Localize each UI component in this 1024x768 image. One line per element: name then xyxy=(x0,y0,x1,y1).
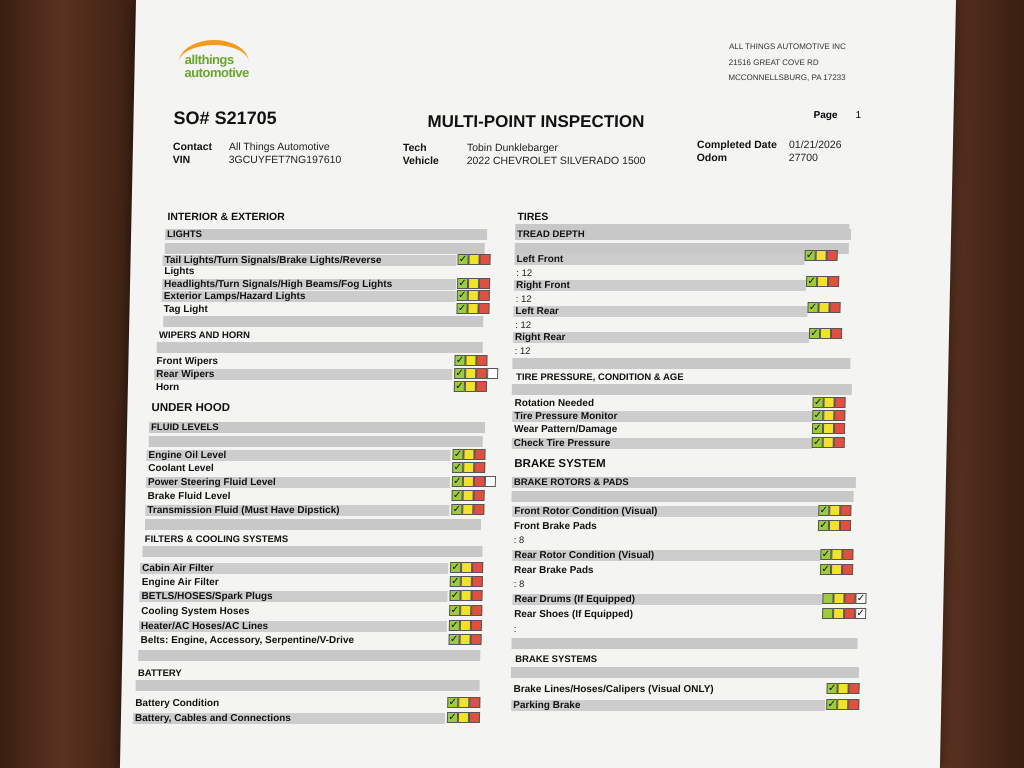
subsection-tread-depth: TREAD DEPTH xyxy=(515,229,851,240)
item-front-brake-pads: Front Brake Pads xyxy=(513,521,597,532)
logo-line1: allthings xyxy=(184,52,234,67)
divider xyxy=(511,667,859,678)
item-tire-pressure-monitor: Tire Pressure Monitor xyxy=(512,411,812,422)
logo-line2: automotive xyxy=(184,65,249,80)
status-tail-lights: ✓ xyxy=(457,254,490,265)
divider xyxy=(138,650,480,661)
completed-date-value: 01/21/2026 xyxy=(788,139,842,151)
item-left-front: Left Front xyxy=(514,254,804,265)
divider xyxy=(165,243,485,254)
subsection-tire-pressure: TIRE PRESSURE, CONDITION & AGE xyxy=(515,372,684,383)
status-battery-condition: ✓ xyxy=(447,697,480,708)
value-front-brake-pads: : 8 xyxy=(513,535,525,546)
status-transmission-fluid: ✓ xyxy=(451,504,484,515)
status-horn: ✓ xyxy=(454,381,487,392)
status-cooling-hoses: ✓ xyxy=(449,605,482,616)
divider xyxy=(136,680,480,691)
divider xyxy=(511,491,853,502)
vehicle-value: 2022 CHEVROLET SILVERADO 1500 xyxy=(466,155,646,167)
status-left-rear: ✓ xyxy=(807,302,840,313)
divider xyxy=(157,342,483,353)
value-right-rear: : 12 xyxy=(514,346,531,357)
subsection-wipers-horn: WIPERS AND HORN xyxy=(158,330,251,341)
item-power-steering: Power Steering Fluid Level xyxy=(146,477,450,488)
item-rear-shoes: Rear Shoes (If Equipped) xyxy=(514,609,634,620)
item-tag-light: Tag Light xyxy=(163,304,208,315)
status-cabin-air-filter: ✓ xyxy=(450,562,483,573)
value-rear-shoes: : xyxy=(513,624,517,635)
item-belts-engine: Belts: Engine, Accessory, Serpentine/V-Drive xyxy=(140,635,355,646)
vin-label: VIN xyxy=(172,154,191,166)
item-front-rotor: Front Rotor Condition (Visual) xyxy=(512,506,818,517)
page-number: 1 xyxy=(855,110,862,121)
status-belts-engine: ✓ xyxy=(448,634,481,645)
value-left-front: : 12 xyxy=(516,268,533,279)
value-right-front: : 12 xyxy=(515,294,532,305)
status-belts-hoses-plugs: ✓ xyxy=(449,590,482,601)
item-battery-condition: Battery Condition xyxy=(135,698,220,709)
vehicle-label: Vehicle xyxy=(402,155,439,167)
item-right-rear: Right Rear xyxy=(513,332,809,343)
subsection-filters-cooling: FILTERS & COOLING SYSTEMS xyxy=(144,534,289,545)
item-parking-brake: Parking Brake xyxy=(511,700,825,711)
status-right-front: ✓ xyxy=(806,276,839,287)
subsection-lights: LIGHTS xyxy=(165,229,487,240)
status-engine-air-filter: ✓ xyxy=(450,576,483,587)
section-interior-exterior: INTERIOR & EXTERIOR xyxy=(167,211,285,223)
section-brake-system: BRAKE SYSTEM xyxy=(514,458,606,470)
section-battery: BATTERY xyxy=(137,668,182,679)
item-front-wipers: Front Wipers xyxy=(156,356,219,367)
vin-value: 3GCUYFET7NG197610 xyxy=(228,154,342,166)
so-number: SO# S21705 xyxy=(173,108,277,128)
divider xyxy=(515,243,849,254)
status-headlights: ✓ xyxy=(457,278,490,289)
status-brake-fluid: ✓ xyxy=(452,490,485,501)
page-title: MULTI-POINT INSPECTION xyxy=(427,112,645,131)
status-parking-brake: ✓ xyxy=(826,699,859,710)
subsection-brake-rotors-pads: BRAKE ROTORS & PADS xyxy=(512,477,856,488)
page-label: Page xyxy=(813,110,838,121)
status-front-rotor: ✓ xyxy=(818,505,851,516)
status-right-rear: ✓ xyxy=(809,328,842,339)
status-rotation-needed: ✓ xyxy=(812,397,845,408)
item-rear-drums: Rear Drums (If Equipped) xyxy=(512,594,822,605)
divider xyxy=(142,546,482,557)
completed-date-label: Completed Date xyxy=(696,139,778,151)
subsection-fluid-levels: FLUID LEVELS xyxy=(149,422,485,433)
divider xyxy=(512,358,850,369)
odom-label: Odom xyxy=(696,152,728,164)
status-rear-drums: ✓ xyxy=(822,593,866,604)
item-wear-pattern: Wear Pattern/Damage xyxy=(513,424,618,435)
item-right-front: Right Front xyxy=(514,280,806,291)
divider xyxy=(163,316,483,327)
item-left-rear: Left Rear xyxy=(513,306,807,317)
item-exterior-lamps: Exterior Lamps/Hazard Lights xyxy=(162,291,456,302)
divider xyxy=(512,384,852,395)
item-rear-wipers: Rear Wipers xyxy=(154,369,452,380)
status-rear-brake-pads: ✓ xyxy=(820,564,853,575)
shop-name: ALL THINGS AUTOMOTIVE INC xyxy=(728,42,846,51)
item-rear-rotor: Rear Rotor Condition (Visual) xyxy=(512,550,820,561)
status-engine-oil: ✓ xyxy=(452,449,485,460)
item-tail-lights-cont: Lights xyxy=(164,266,195,277)
status-coolant: ✓ xyxy=(452,462,485,473)
divider xyxy=(149,436,483,447)
status-rear-shoes: ✓ xyxy=(822,608,866,619)
section-tires: TIRES xyxy=(517,211,549,223)
item-engine-oil: Engine Oil Level xyxy=(146,450,450,461)
value-rear-brake-pads: : 8 xyxy=(513,579,525,590)
item-check-tire-pressure: Check Tire Pressure xyxy=(512,438,812,449)
item-cabin-air-filter: Cabin Air Filter xyxy=(140,563,448,574)
status-front-brake-pads: ✓ xyxy=(818,520,851,531)
divider xyxy=(511,638,857,649)
tech-value: Tobin Dunklebarger xyxy=(466,142,559,154)
divider xyxy=(145,519,481,530)
item-transmission-fluid: Transmission Fluid (Must Have Dipstick) xyxy=(145,505,449,516)
item-battery-cables: Battery, Cables and Connections xyxy=(133,713,445,724)
item-heater-ac-hoses: Heater/AC Hoses/AC Lines xyxy=(139,621,447,632)
item-belts-hoses-plugs: BETLS/HOSES/Spark Plugs xyxy=(139,591,447,602)
item-tail-lights: Tail Lights/Turn Signals/Brake Lights/Reverse xyxy=(162,255,456,266)
status-front-wipers: ✓ xyxy=(454,355,487,366)
status-wear-pattern: ✓ xyxy=(812,423,845,434)
odom-value: 27700 xyxy=(788,152,819,164)
item-rotation-needed: Rotation Needed xyxy=(514,398,595,409)
item-cooling-hoses: Cooling System Hoses xyxy=(141,606,250,617)
item-brake-fluid: Brake Fluid Level xyxy=(147,491,231,502)
status-rear-wipers: ✓ xyxy=(454,368,498,379)
contact-label: Contact xyxy=(172,141,213,153)
status-tag-light: ✓ xyxy=(456,303,489,314)
status-check-tire-pressure: ✓ xyxy=(812,437,845,448)
inspection-sheet xyxy=(120,0,956,768)
status-battery-cables: ✓ xyxy=(447,712,480,723)
status-tire-pressure-monitor: ✓ xyxy=(812,410,845,421)
status-brake-lines: ✓ xyxy=(826,683,859,694)
status-power-steering: ✓ xyxy=(452,476,496,487)
item-rear-brake-pads: Rear Brake Pads xyxy=(513,565,594,576)
shop-address: 21516 GREAT COVE RD xyxy=(728,58,819,67)
status-left-front: ✓ xyxy=(805,250,838,261)
item-brake-lines: Brake Lines/Hoses/Calipers (Visual ONLY) xyxy=(513,684,714,695)
item-engine-air-filter: Engine Air Filter xyxy=(141,577,219,588)
shop-city: MCCONNELLSBURG, PA 17233 xyxy=(728,73,846,82)
tech-label: Tech xyxy=(402,142,427,154)
subsection-brake-systems: BRAKE SYSTEMS xyxy=(515,654,598,665)
company-logo xyxy=(174,38,265,88)
item-horn: Horn xyxy=(155,382,180,393)
contact-value: All Things Automotive xyxy=(228,141,330,153)
status-heater-ac-hoses: ✓ xyxy=(449,620,482,631)
value-left-rear: : 12 xyxy=(515,320,532,331)
section-under-hood: UNDER HOOD xyxy=(151,402,231,414)
item-headlights: Headlights/Turn Signals/High Beams/Fog Lights xyxy=(162,279,456,290)
item-coolant: Coolant Level xyxy=(148,463,214,474)
status-exterior-lamps: ✓ xyxy=(457,290,490,301)
status-rear-rotor: ✓ xyxy=(820,549,853,560)
